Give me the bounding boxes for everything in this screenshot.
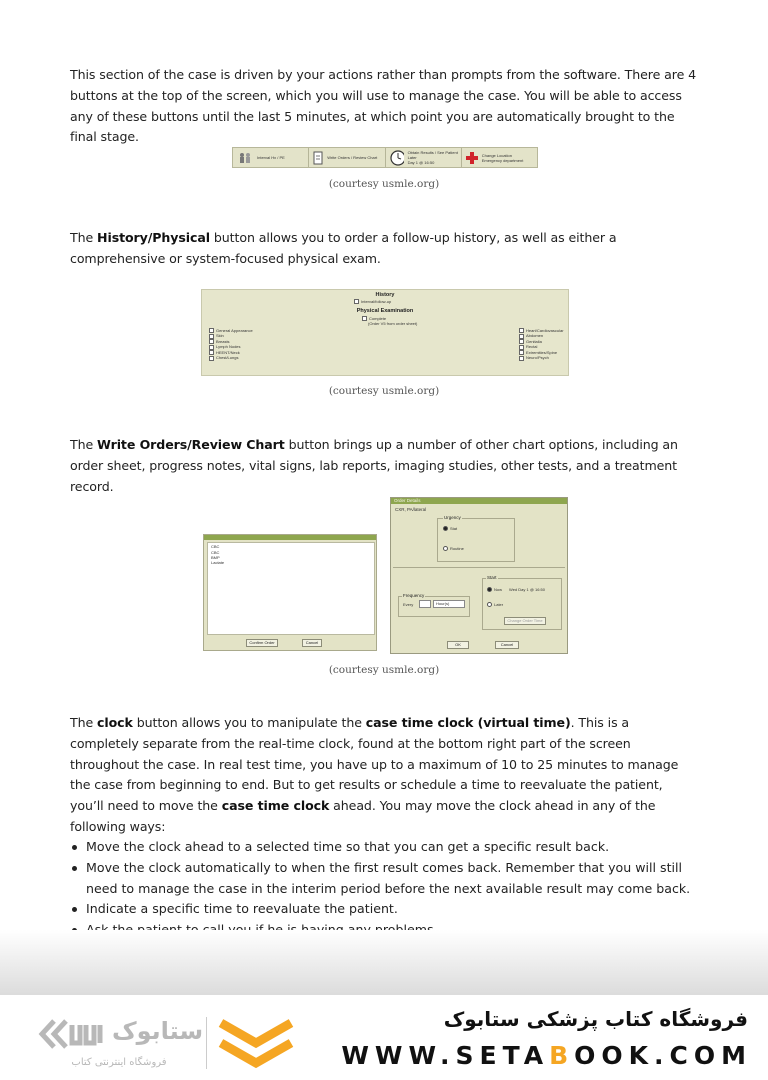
logo-subtitle: فروشگاه اینترنتی کتاب (71, 1057, 167, 1068)
bold-term: case time clock (virtual time) (365, 715, 571, 730)
pe-left-column (209, 328, 253, 361)
pe-right-column (519, 328, 564, 361)
order-list (207, 542, 375, 635)
order-sheet-window-image (203, 534, 377, 651)
pe-item: HEENT/Neck (209, 350, 253, 355)
frequency-input (419, 600, 431, 608)
orders-paragraph (70, 435, 698, 497)
list-item: Move the clock ahead to a selected time so that you can get a specific result back. (86, 837, 714, 858)
start-label: Start (487, 575, 497, 580)
history-physical-image (201, 289, 569, 376)
toolbar-location-cell (462, 148, 537, 167)
pe-item: Chest/Lungs (209, 355, 253, 360)
pe-item: Extremities/Spine (519, 350, 564, 355)
confirm-order-button: Confirm Order (246, 639, 278, 647)
interval-label: Interval/follow-up (361, 299, 392, 304)
unit-select: Hour(s) (433, 600, 465, 608)
page-bottom-shadow (0, 930, 768, 1000)
toolbar-clock-cell (386, 148, 462, 167)
pe-item: Skin (209, 333, 253, 338)
clock-paragraph (70, 713, 698, 838)
complete-note: (Order V5 from order sheet) (368, 321, 418, 326)
pe-item: Heart/Cardiovascular (519, 328, 564, 333)
history-paragraph (70, 228, 698, 270)
ok-button: OK (447, 641, 469, 649)
change-order-time-button: Change Order Time (504, 617, 546, 625)
now-option: Now (487, 587, 502, 592)
text-span: The (70, 437, 98, 452)
store-title: فروشگاه کتاب پزشکی ستابوک (443, 1007, 748, 1031)
pe-item: Genitalia (519, 339, 564, 344)
pe-item: Abdomen (519, 333, 564, 338)
text-span: button brings up a number of other chart options, including an order sheet, progress notes, vital signs, lab reports, imaging studies, other tests, and a treatment record. (70, 437, 678, 494)
interval-option (354, 299, 391, 304)
store-footer (0, 995, 768, 1080)
url-part: WWW.SETA (341, 1041, 550, 1070)
pe-item: Neuro/Psych (519, 355, 564, 360)
pe-title: Physical Examination (356, 308, 414, 314)
logo-text: ستابوک (112, 1017, 204, 1045)
people-icon (237, 152, 253, 164)
urgency-group (437, 518, 515, 562)
clipboard-icon (313, 151, 323, 165)
logo-divider (206, 1017, 207, 1069)
routine-option: Routine (443, 546, 464, 551)
text-span: ahead. You may move the clock ahead in any of the following ways: (70, 798, 656, 834)
case-toolbar-image (232, 147, 538, 168)
clock-icon (390, 150, 404, 166)
text-span: button allows you to manipulate the (132, 715, 366, 730)
later-option: Later (487, 602, 503, 607)
window-titlebar: Order Details (391, 498, 567, 504)
frequency-label: Frequency (403, 593, 425, 598)
bold-term: case time clock (221, 798, 330, 814)
pe-item: Lymph Nodes (209, 344, 253, 349)
window-titlebar (204, 535, 376, 540)
pe-item: Rectal (519, 344, 564, 349)
order-item: CBC (211, 550, 220, 555)
cancel-button: Cancel (495, 641, 519, 649)
figure-caption: (courtesy usmle.org) (328, 664, 440, 676)
order-item: Lactate (211, 560, 225, 565)
bold-term: clock (97, 715, 133, 730)
now-value: Wed Day 1 @ 16:50 (509, 587, 546, 592)
order-item: BMP (211, 555, 220, 560)
list-item: Move the clock automatically to when the first result comes back. Remember that you will still need to manage the case in the interim period before the next available result may come back. (86, 858, 714, 900)
store-logo-mark (38, 1017, 108, 1051)
url-accent-letter: B (549, 1041, 575, 1070)
clock-options-list (70, 837, 714, 941)
list-item: Indicate a specific time to reevaluate the patient. (86, 899, 714, 920)
red-cross-icon (466, 152, 478, 164)
store-url (341, 1041, 752, 1070)
figure-caption: (courtesy usmle.org) (328, 385, 440, 397)
pe-item: General Appearance (209, 328, 253, 333)
history-title: History (375, 292, 395, 298)
bold-term: Write Orders/Review Chart (97, 437, 285, 452)
url-part: OOK.COM (574, 1041, 752, 1070)
toolbar-history-label: Interval Hx / PE (257, 155, 285, 160)
order-item: CBC (211, 544, 220, 549)
pe-item: Breasts (209, 339, 253, 344)
intro-paragraph: This section of the case is driven by your actions rather than prompts from the software. There are 4 buttons at the top of the screen, which you will use to manage the case. You will be able to access any of these buttons until the last 5 minutes, at which point you are automatically brought to the final stage. (70, 67, 697, 145)
order-details-window-image (390, 497, 568, 654)
figure-caption: (courtesy usmle.org) (328, 178, 440, 190)
text-span: . This is a completely separate from the real-time clock, found at the bottom right part of the screen throughout the case. In real test time, you have up to a maximum of 10 to 25 minutes to manage the case from beginning to end. But to get results or schedule a time to reevaluate the patient, you’ll need to move the (70, 715, 679, 814)
order-name: CXR, PA/lateral (395, 507, 427, 512)
complete-label: Complete (369, 316, 387, 321)
toolbar-orders-label: Write Orders / Review Chart (327, 155, 378, 160)
bold-term: History/Physical (97, 230, 210, 245)
toolbar-location-value: Emergency department (481, 157, 524, 163)
toolbar-history-cell (233, 148, 309, 167)
cancel-button: Cancel (302, 639, 322, 647)
urgency-label: Urgency (444, 515, 461, 520)
toolbar-clock-time: Day 1 @ 16:50 (407, 160, 435, 165)
every-label: Every (403, 602, 414, 607)
toolbar-clock-label: Obtain Results / See Patient Later (407, 150, 458, 160)
toolbar-orders-cell (309, 148, 385, 167)
toolbar-location-label: Change Location (481, 152, 512, 158)
text-span: The (70, 715, 98, 730)
text-span: button allows you to order a follow-up history, as well as either a comprehensive or system-focused physical exam. (70, 230, 617, 266)
stat-option: Stat (443, 526, 457, 531)
text-span: The (70, 230, 98, 245)
divider (393, 567, 565, 568)
book-chevron-icon (217, 1017, 295, 1073)
